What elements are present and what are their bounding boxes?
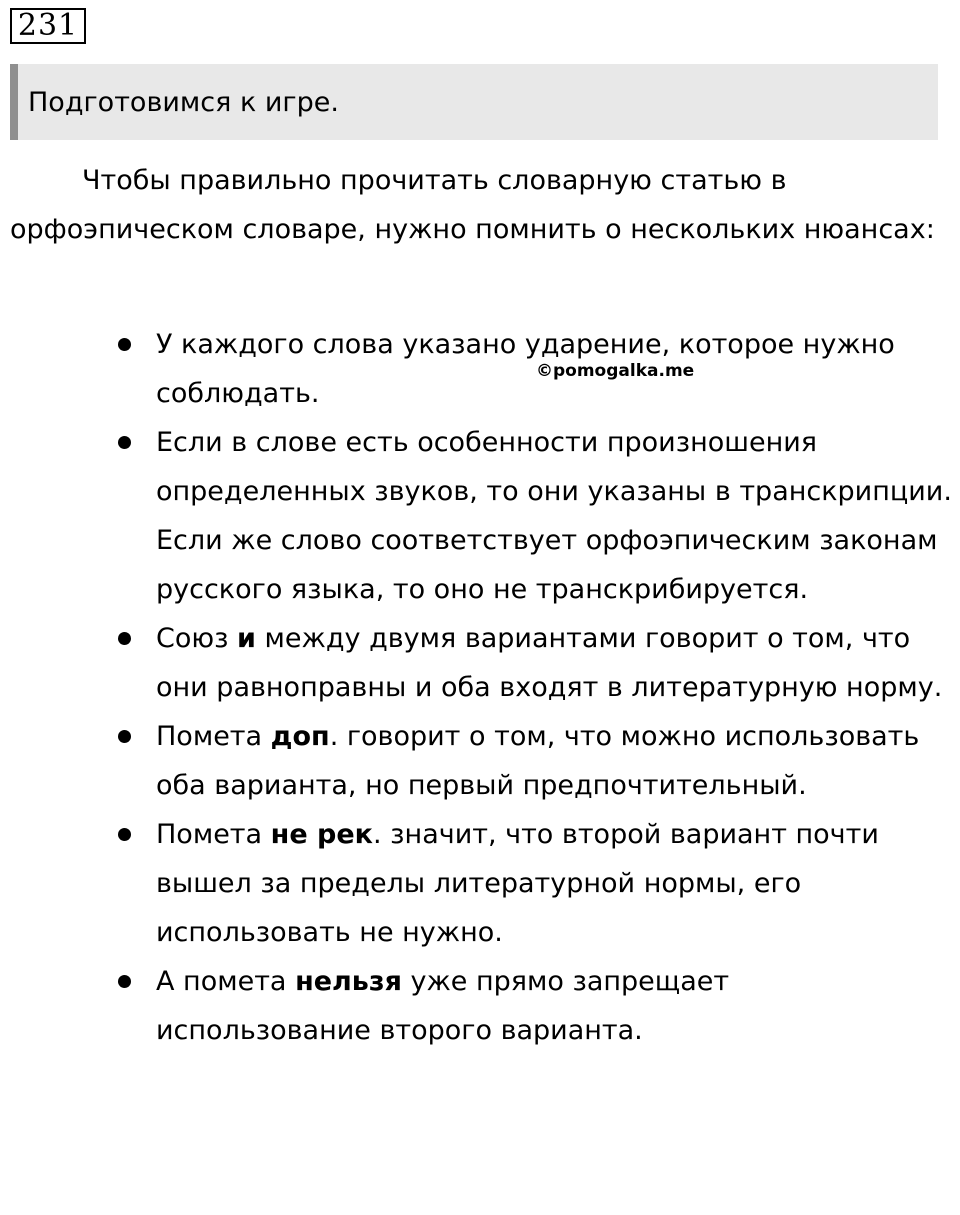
bullet-text-continued: между двумя вариантами говорит о том, что они равноправны и оба входят в литературную норму.	[156, 623, 943, 703]
section-header	[10, 64, 938, 140]
bullet-bold-term: и	[237, 623, 256, 654]
task-number: 231	[10, 8, 86, 44]
bullet-bold-term: нельзя	[295, 966, 402, 997]
bullet-item	[0, 320, 960, 418]
bullet-dot-icon	[118, 338, 131, 351]
bullet-text: У каждого слова указано ударение, которое нужно соблюдать.	[156, 329, 895, 409]
bullet-text: Союз	[156, 623, 238, 654]
bullet-bold-term: доп	[270, 721, 330, 752]
bullet-item	[0, 712, 960, 810]
bullet-item	[0, 957, 960, 1055]
bullet-text: Если в слове есть особенности произношения определенных звуков, то они указаны в транскрипции. Если же слово соответствует орфоэпическим законам русского языка, то оно не транскрибируется.	[156, 427, 952, 605]
bullet-dot-icon	[118, 828, 131, 841]
bullet-item	[0, 810, 960, 957]
bullet-text: Помета	[156, 721, 271, 752]
section-title: Подготовимся к игре.	[28, 87, 339, 118]
bullet-text: Помета	[156, 819, 271, 850]
intro-paragraph: Чтобы правильно прочитать словарную статью в орфоэпическом словаре, нужно помнить о нескольких нюансах:	[10, 165, 935, 245]
bullet-text-continued: . значит, что второй вариант почти вышел за пределы литературной нормы, его использовать не нужно.	[156, 819, 879, 948]
bullet-dot-icon	[118, 436, 131, 449]
bullet-dot-icon	[118, 632, 131, 645]
watermark: ©pomogalka.me	[536, 361, 695, 381]
bullet-text: А помета	[156, 966, 296, 997]
bullet-dot-icon	[118, 975, 131, 988]
bullet-text-continued: уже прямо запрещает использование второго варианта.	[156, 966, 730, 1046]
bullet-item	[0, 418, 960, 614]
bullet-bold-term: не рек	[270, 819, 374, 850]
bullet-list	[0, 320, 960, 1055]
bullet-dot-icon	[118, 730, 131, 743]
bullet-text-continued: . говорит о том, что можно использовать оба варианта, но первый предпочтительный.	[156, 721, 920, 801]
bullet-item	[0, 614, 960, 712]
